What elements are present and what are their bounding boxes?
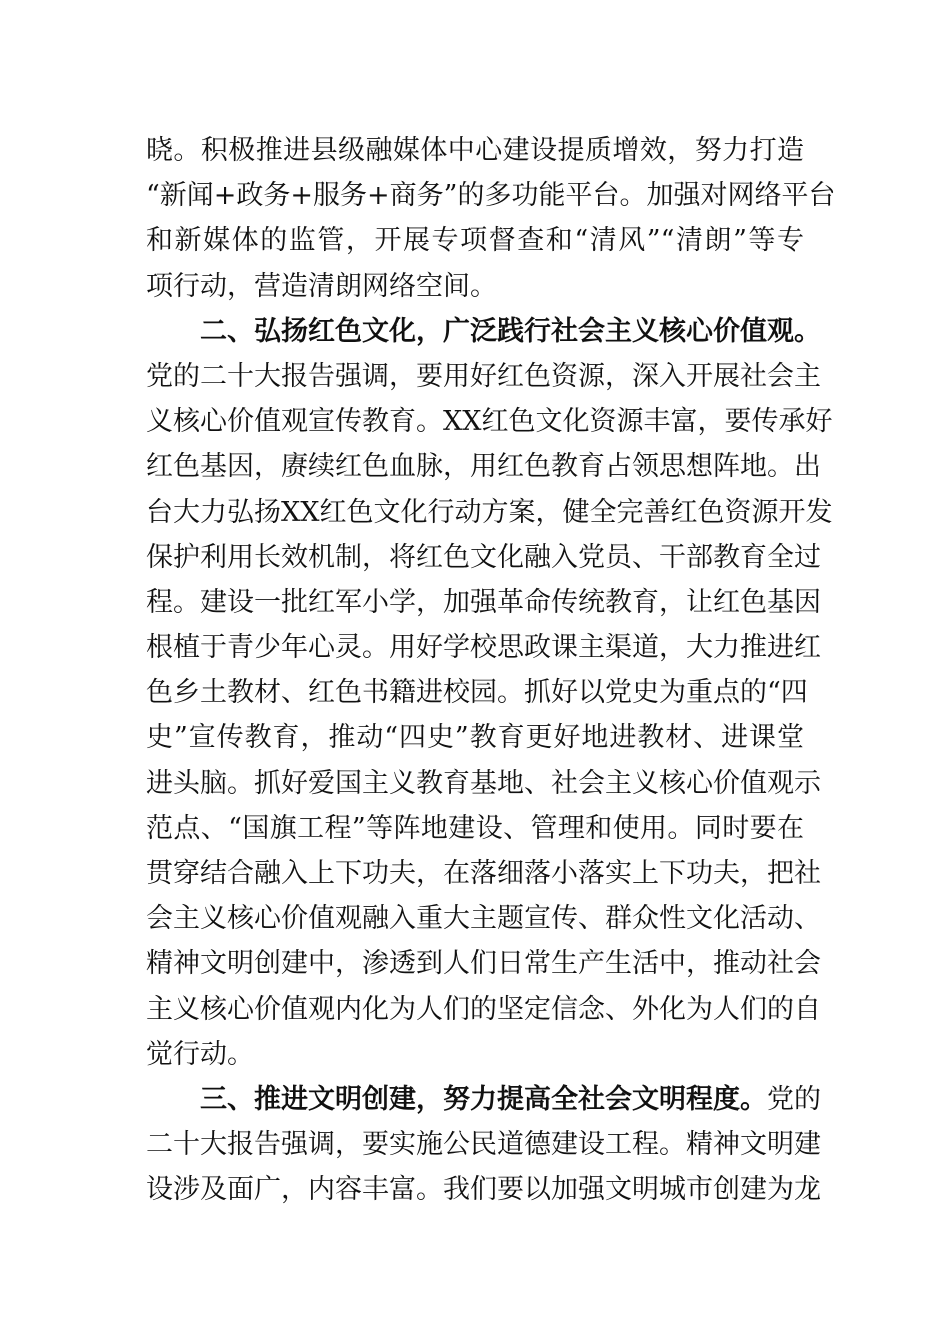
paragraph-2-line-15: 主义核心价值观内化为人们的坚定信念、外化为人们的自 bbox=[146, 993, 821, 1025]
paragraph-2-line-6: 程。建设一批红军小学，加强革命传统教育，让红色基因 bbox=[146, 586, 821, 618]
section-3-heading-tail: 党的 bbox=[767, 1083, 821, 1115]
paragraph-1-line-4: 项行动，营造清朗网络空间。 bbox=[146, 270, 497, 302]
paragraph-1-line-2: “新闻+政务+服务+商务”的多功能平台。加强对网络平台 bbox=[146, 180, 836, 212]
paragraph-2-line-8: 色乡土教材、红色书籍进校园。抓好以党史为重点的“四 bbox=[146, 677, 808, 709]
paragraph-2-line-2: 义核心价值观宣传教育。XX红色文化资源丰富，要传承好 bbox=[146, 406, 833, 438]
document-body bbox=[146, 128, 836, 1213]
paragraph-3-line-2: 设涉及面广，内容丰富。我们要以加强文明城市创建为龙 bbox=[146, 1174, 821, 1206]
paragraph-2-line-14: 精神文明创建中，渗透到人们日常生产生活中，推动社会 bbox=[146, 948, 821, 980]
paragraph-2-line-13: 会主义核心价值观融入重大主题宣传、群众性文化活动、 bbox=[146, 903, 821, 935]
paragraph-2-line-3: 红色基因，赓续红色血脉，用红色教育占领思想阵地。出 bbox=[146, 451, 821, 483]
section-2-heading: 二、弘扬红色文化，广泛践行社会主义核心价值观。 bbox=[200, 315, 821, 347]
paragraph-2-line-10: 进头脑。抓好爱国主义教育基地、社会主义核心价值观示 bbox=[146, 767, 821, 799]
paragraph-2-line-1: 党的二十大报告强调，要用好红色资源，深入开展社会主 bbox=[146, 360, 821, 392]
paragraph-3-heading-line bbox=[146, 1077, 821, 1122]
paragraph-2-line-16: 觉行动。 bbox=[146, 1038, 254, 1070]
paragraph-2-heading-line bbox=[146, 309, 821, 354]
section-3-heading: 三、推进文明创建，努力提高全社会文明程度。 bbox=[200, 1083, 767, 1115]
paragraph-2-line-9: 史”宣传教育，推动“四史”教育更好地进教材、进课堂 bbox=[146, 722, 804, 754]
paragraph-1-line-1: 晓。积极推进县级融媒体中心建设提质增效，努力打造 bbox=[146, 135, 804, 166]
paragraph-3-line-1: 二十大报告强调，要实施公民道德建设工程。精神文明建 bbox=[146, 1129, 821, 1161]
paragraph-1-line-3: 和新媒体的监管，开展专项督查和“清风”“清朗”等专 bbox=[146, 225, 804, 257]
paragraph-2-line-5: 保护利用长效机制，将红色文化融入党员、干部教育全过 bbox=[146, 541, 821, 573]
paragraph-2-line-11: 范点、“国旗工程”等阵地建设、管理和使用。同时要在 bbox=[146, 812, 804, 844]
paragraph-2-line-7: 根植于青少年心灵。用好学校思政课主渠道，大力推进红 bbox=[146, 632, 821, 664]
paragraph-2-line-12: 贯穿结合融入上下功夫，在落细落小落实上下功夫，把社 bbox=[146, 858, 821, 889]
paragraph-2-line-4: 台大力弘扬XX红色文化行动方案，健全完善红色资源开发 bbox=[146, 496, 833, 528]
